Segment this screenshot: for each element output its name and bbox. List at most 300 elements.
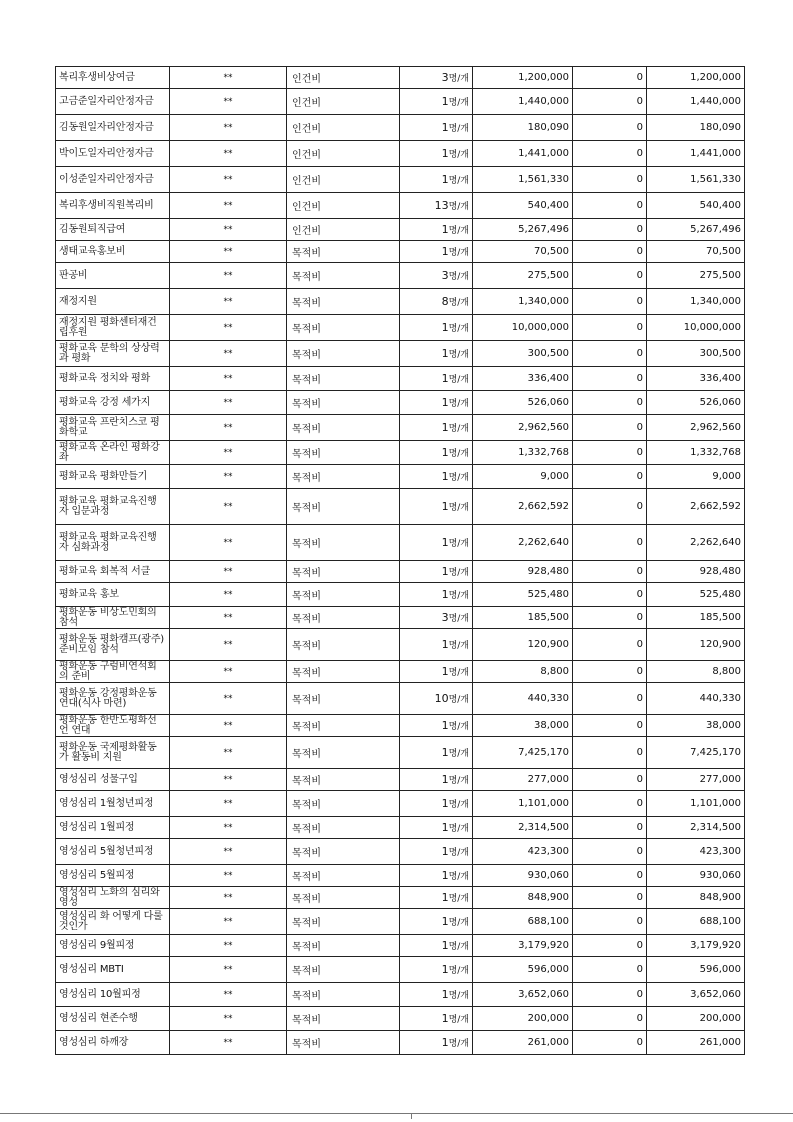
qty-unit: 명/개: [448, 248, 469, 258]
qty-number: 1: [441, 372, 449, 385]
table-row: [56, 935, 745, 957]
row-other-cell: 0: [573, 367, 647, 391]
row-code-cell: **: [170, 817, 287, 839]
qty-number: 1: [441, 869, 449, 882]
row-code-cell: **: [170, 415, 287, 441]
qty-unit: 명/개: [448, 375, 469, 385]
row-amount-cell: 1,332,768: [473, 441, 573, 465]
row-other-cell: 0: [573, 817, 647, 839]
table-row: [56, 769, 745, 791]
qty-number: 10: [434, 692, 449, 705]
row-code-cell: **: [170, 89, 287, 115]
qty-number: 1: [441, 223, 449, 236]
row-other-cell: 0: [573, 865, 647, 887]
qty-unit: 명/개: [448, 98, 469, 108]
row-qty-cell: [400, 391, 473, 415]
row-amount-cell: 200,000: [473, 1007, 573, 1031]
row-type-cell: 목적비: [287, 817, 400, 839]
qty-unit: 명/개: [448, 848, 469, 858]
qty-number: 1: [441, 245, 449, 258]
row-code-cell: **: [170, 983, 287, 1007]
qty-number: 1: [441, 773, 449, 786]
row-code-cell: **: [170, 583, 287, 607]
qty-number: 1: [441, 797, 449, 810]
table-row: [56, 465, 745, 489]
qty-number: 1: [441, 396, 449, 409]
qty-unit: 명/개: [448, 894, 469, 904]
row-name-cell: 박이도일자리안정자금: [56, 141, 170, 167]
row-type-cell: 목적비: [287, 983, 400, 1007]
row-total-cell: 2,962,560: [647, 415, 745, 441]
qty-number: 1: [441, 665, 449, 678]
row-name-cell: 평화교육 평화교육진행자 심화과정: [56, 525, 170, 561]
row-other-cell: 0: [573, 561, 647, 583]
qty-unit: 명/개: [448, 641, 469, 651]
row-name-cell: 영성심리 현존수행: [56, 1007, 170, 1031]
qty-unit: 명/개: [448, 473, 469, 483]
qty-unit: 명/개: [448, 539, 469, 549]
qty-number: 1: [441, 347, 449, 360]
row-other-cell: 0: [573, 289, 647, 315]
row-code-cell: **: [170, 561, 287, 583]
row-amount-cell: 540,400: [473, 193, 573, 219]
row-total-cell: 688,100: [647, 909, 745, 935]
qty-number: 3: [441, 71, 449, 84]
row-name-cell: 평화교육 프란치스코 평화학교: [56, 415, 170, 441]
row-code-cell: **: [170, 289, 287, 315]
row-other-cell: 0: [573, 315, 647, 341]
table-row: [56, 791, 745, 817]
row-type-cell: 목적비: [287, 1007, 400, 1031]
row-total-cell: 1,200,000: [647, 67, 745, 89]
row-name-cell: 생태교육홍보비: [56, 241, 170, 263]
row-name-cell: 재정지원 평화센터재건립후원: [56, 315, 170, 341]
row-total-cell: 526,060: [647, 391, 745, 415]
row-total-cell: 300,500: [647, 341, 745, 367]
row-name-cell: 평화교육 문학의 상상력과 평화: [56, 341, 170, 367]
row-other-cell: 0: [573, 737, 647, 769]
row-qty-cell: [400, 769, 473, 791]
row-amount-cell: 928,480: [473, 561, 573, 583]
row-name-cell: 영성심리 하깨장: [56, 1031, 170, 1055]
qty-number: 1: [441, 719, 449, 732]
row-name-cell: 평화교육 정치와 평화: [56, 367, 170, 391]
table-row: [56, 289, 745, 315]
expense-table: [55, 66, 745, 1055]
row-total-cell: 2,314,500: [647, 817, 745, 839]
row-type-cell: 목적비: [287, 715, 400, 737]
table-row: [56, 607, 745, 629]
row-code-cell: **: [170, 489, 287, 525]
row-other-cell: 0: [573, 661, 647, 683]
row-type-cell: 인건비: [287, 193, 400, 219]
row-qty-cell: [400, 289, 473, 315]
qty-unit: 명/개: [448, 668, 469, 678]
row-code-cell: **: [170, 957, 287, 983]
row-name-cell: 평화교육 온라인 평화강좌: [56, 441, 170, 465]
row-name-cell: 복리후생비상여금: [56, 67, 170, 89]
table-row: [56, 489, 745, 525]
row-qty-cell: [400, 115, 473, 141]
qty-number: 1: [441, 588, 449, 601]
row-name-cell: 평화운동 평화캠프(광주)준비모임 참석: [56, 629, 170, 661]
row-qty-cell: [400, 315, 473, 341]
row-amount-cell: 70,500: [473, 241, 573, 263]
row-name-cell: 복리후생비직원복리비: [56, 193, 170, 219]
row-amount-cell: 1,561,330: [473, 167, 573, 193]
table-row: [56, 715, 745, 737]
row-name-cell: 영성심리 5월피정: [56, 865, 170, 887]
table-row: [56, 219, 745, 241]
table-row: [56, 1031, 745, 1055]
row-amount-cell: 1,101,000: [473, 791, 573, 817]
row-total-cell: 8,800: [647, 661, 745, 683]
row-type-cell: 목적비: [287, 415, 400, 441]
row-qty-cell: [400, 661, 473, 683]
row-type-cell: 목적비: [287, 769, 400, 791]
row-total-cell: 440,330: [647, 683, 745, 715]
row-code-cell: **: [170, 715, 287, 737]
page-bottom-rule: [0, 1113, 793, 1114]
qty-unit: 명/개: [448, 324, 469, 334]
row-qty-cell: [400, 415, 473, 441]
row-type-cell: 목적비: [287, 661, 400, 683]
table-row: [56, 839, 745, 865]
row-amount-cell: 9,000: [473, 465, 573, 489]
row-type-cell: 목적비: [287, 315, 400, 341]
qty-number: 1: [441, 891, 449, 904]
row-code-cell: **: [170, 1031, 287, 1055]
row-qty-cell: [400, 791, 473, 817]
table-row: [56, 661, 745, 683]
row-qty-cell: [400, 167, 473, 193]
row-total-cell: 185,500: [647, 607, 745, 629]
row-total-cell: 1,101,000: [647, 791, 745, 817]
row-name-cell: 영성심리 1월피정: [56, 817, 170, 839]
row-other-cell: 0: [573, 167, 647, 193]
row-total-cell: 928,480: [647, 561, 745, 583]
table-row: [56, 193, 745, 219]
row-qty-cell: [400, 561, 473, 583]
row-total-cell: 275,500: [647, 263, 745, 289]
row-type-cell: 목적비: [287, 263, 400, 289]
qty-number: 1: [441, 446, 449, 459]
row-qty-cell: [400, 629, 473, 661]
row-name-cell: 평화교육 홍보: [56, 583, 170, 607]
row-code-cell: **: [170, 241, 287, 263]
qty-number: 1: [441, 915, 449, 928]
row-total-cell: 848,900: [647, 887, 745, 909]
row-code-cell: **: [170, 791, 287, 817]
row-qty-cell: [400, 583, 473, 607]
row-qty-cell: [400, 89, 473, 115]
row-qty-cell: [400, 1007, 473, 1031]
row-other-cell: 0: [573, 391, 647, 415]
row-total-cell: 10,000,000: [647, 315, 745, 341]
row-type-cell: 목적비: [287, 583, 400, 607]
table-row: [56, 957, 745, 983]
row-qty-cell: [400, 887, 473, 909]
row-amount-cell: 525,480: [473, 583, 573, 607]
row-amount-cell: 5,267,496: [473, 219, 573, 241]
row-amount-cell: 275,500: [473, 263, 573, 289]
row-name-cell: 평화교육 회복적 서클: [56, 561, 170, 583]
row-qty-cell: [400, 683, 473, 715]
qty-number: 1: [441, 963, 449, 976]
row-type-cell: 목적비: [287, 1031, 400, 1055]
row-total-cell: 277,000: [647, 769, 745, 791]
row-code-cell: **: [170, 341, 287, 367]
table-row: [56, 561, 745, 583]
row-code-cell: **: [170, 737, 287, 769]
row-other-cell: 0: [573, 489, 647, 525]
row-total-cell: 3,652,060: [647, 983, 745, 1007]
row-other-cell: 0: [573, 67, 647, 89]
row-type-cell: 목적비: [287, 561, 400, 583]
row-total-cell: 3,179,920: [647, 935, 745, 957]
table-row: [56, 583, 745, 607]
qty-unit: 명/개: [448, 1039, 469, 1049]
row-type-cell: 목적비: [287, 791, 400, 817]
qty-number: 1: [441, 321, 449, 334]
row-name-cell: 평화운동 국제평화활동가 활동비 지원: [56, 737, 170, 769]
row-code-cell: **: [170, 315, 287, 341]
row-amount-cell: 2,314,500: [473, 817, 573, 839]
row-qty-cell: [400, 465, 473, 489]
row-other-cell: 0: [573, 89, 647, 115]
row-name-cell: 평화교육 강정 세가지: [56, 391, 170, 415]
row-type-cell: 목적비: [287, 489, 400, 525]
qty-number: 1: [441, 939, 449, 952]
row-total-cell: 1,440,000: [647, 89, 745, 115]
row-name-cell: 영성심리 성물구입: [56, 769, 170, 791]
page-bottom-tick: [411, 1113, 412, 1119]
row-total-cell: 261,000: [647, 1031, 745, 1055]
row-name-cell: 재정지원: [56, 289, 170, 315]
row-code-cell: **: [170, 769, 287, 791]
qty-unit: 명/개: [448, 150, 469, 160]
row-other-cell: 0: [573, 1031, 647, 1055]
qty-unit: 명/개: [448, 272, 469, 282]
qty-unit: 명/개: [448, 966, 469, 976]
row-amount-cell: 930,060: [473, 865, 573, 887]
row-total-cell: 2,262,640: [647, 525, 745, 561]
table-row: [56, 367, 745, 391]
qty-number: 1: [441, 1036, 449, 1049]
row-code-cell: **: [170, 887, 287, 909]
qty-unit: 명/개: [448, 776, 469, 786]
table-row: [56, 315, 745, 341]
row-type-cell: 목적비: [287, 391, 400, 415]
row-amount-cell: 277,000: [473, 769, 573, 791]
row-total-cell: 200,000: [647, 1007, 745, 1031]
row-code-cell: **: [170, 935, 287, 957]
row-total-cell: 1,340,000: [647, 289, 745, 315]
table-row: [56, 89, 745, 115]
table-row: [56, 1007, 745, 1031]
row-qty-cell: [400, 341, 473, 367]
row-other-cell: 0: [573, 909, 647, 935]
row-type-cell: 목적비: [287, 441, 400, 465]
row-other-cell: 0: [573, 629, 647, 661]
row-amount-cell: 1,440,000: [473, 89, 573, 115]
row-qty-cell: [400, 67, 473, 89]
row-name-cell: 평화운동 구럼비연석회의 준비: [56, 661, 170, 683]
qty-number: 1: [441, 500, 449, 513]
row-amount-cell: 1,441,000: [473, 141, 573, 167]
qty-number: 1: [441, 95, 449, 108]
row-total-cell: 525,480: [647, 583, 745, 607]
row-code-cell: **: [170, 661, 287, 683]
row-total-cell: 1,332,768: [647, 441, 745, 465]
row-total-cell: 930,060: [647, 865, 745, 887]
row-qty-cell: [400, 839, 473, 865]
qty-unit: 명/개: [448, 124, 469, 134]
row-amount-cell: 8,800: [473, 661, 573, 683]
row-code-cell: **: [170, 629, 287, 661]
row-other-cell: 0: [573, 263, 647, 289]
row-amount-cell: 848,900: [473, 887, 573, 909]
table-row: [56, 909, 745, 935]
row-type-cell: 목적비: [287, 289, 400, 315]
qty-unit: 명/개: [448, 722, 469, 732]
qty-number: 1: [441, 421, 449, 434]
qty-unit: 명/개: [448, 824, 469, 834]
expense-sheet: [55, 66, 744, 1055]
row-total-cell: 180,090: [647, 115, 745, 141]
table-row: [56, 167, 745, 193]
row-type-cell: 목적비: [287, 887, 400, 909]
qty-unit: 명/개: [448, 176, 469, 186]
row-type-cell: 목적비: [287, 957, 400, 983]
row-code-cell: **: [170, 263, 287, 289]
qty-unit: 명/개: [448, 942, 469, 952]
qty-number: 1: [441, 470, 449, 483]
table-row: [56, 415, 745, 441]
table-row: [56, 817, 745, 839]
table-row: [56, 887, 745, 909]
row-qty-cell: [400, 489, 473, 525]
row-type-cell: 목적비: [287, 683, 400, 715]
qty-unit: 명/개: [448, 918, 469, 928]
row-qty-cell: [400, 607, 473, 629]
row-amount-cell: 261,000: [473, 1031, 573, 1055]
table-row: [56, 441, 745, 465]
row-type-cell: 목적비: [287, 909, 400, 935]
row-total-cell: 596,000: [647, 957, 745, 983]
row-other-cell: 0: [573, 583, 647, 607]
qty-unit: 명/개: [448, 591, 469, 601]
row-type-cell: 목적비: [287, 629, 400, 661]
qty-number: 1: [441, 845, 449, 858]
row-amount-cell: 1,340,000: [473, 289, 573, 315]
row-qty-cell: [400, 263, 473, 289]
row-code-cell: **: [170, 465, 287, 489]
row-type-cell: 목적비: [287, 341, 400, 367]
row-total-cell: 120,900: [647, 629, 745, 661]
qty-number: 1: [441, 1012, 449, 1025]
table-row: [56, 737, 745, 769]
row-type-cell: 인건비: [287, 167, 400, 193]
row-other-cell: 0: [573, 415, 647, 441]
row-total-cell: 9,000: [647, 465, 745, 489]
row-other-cell: 0: [573, 241, 647, 263]
row-other-cell: 0: [573, 935, 647, 957]
qty-number: 13: [434, 199, 449, 212]
row-other-cell: 0: [573, 983, 647, 1007]
qty-number: 1: [441, 821, 449, 834]
qty-unit: 명/개: [448, 872, 469, 882]
row-code-cell: **: [170, 67, 287, 89]
qty-unit: 명/개: [448, 298, 469, 308]
row-name-cell: 이성준일자리안정자금: [56, 167, 170, 193]
row-code-cell: **: [170, 367, 287, 391]
row-code-cell: **: [170, 525, 287, 561]
qty-unit: 명/개: [448, 449, 469, 459]
qty-unit: 명/개: [448, 503, 469, 513]
row-qty-cell: [400, 817, 473, 839]
qty-number: 1: [441, 746, 449, 759]
qty-unit: 명/개: [448, 74, 469, 84]
row-type-cell: 인건비: [287, 89, 400, 115]
qty-unit: 명/개: [448, 991, 469, 1001]
row-amount-cell: 440,330: [473, 683, 573, 715]
row-amount-cell: 3,179,920: [473, 935, 573, 957]
row-type-cell: 목적비: [287, 865, 400, 887]
row-amount-cell: 2,662,592: [473, 489, 573, 525]
qty-number: 8: [441, 295, 449, 308]
row-type-cell: 목적비: [287, 465, 400, 489]
row-name-cell: 영성심리 10월피정: [56, 983, 170, 1007]
table-row: [56, 241, 745, 263]
row-type-cell: 인건비: [287, 141, 400, 167]
qty-unit: 명/개: [448, 1015, 469, 1025]
row-code-cell: **: [170, 607, 287, 629]
row-type-cell: 목적비: [287, 607, 400, 629]
row-amount-cell: 2,962,560: [473, 415, 573, 441]
row-amount-cell: 10,000,000: [473, 315, 573, 341]
row-name-cell: 평화교육 평화만들기: [56, 465, 170, 489]
row-amount-cell: 1,200,000: [473, 67, 573, 89]
row-qty-cell: [400, 957, 473, 983]
row-code-cell: **: [170, 219, 287, 241]
row-qty-cell: [400, 441, 473, 465]
qty-unit: 명/개: [448, 614, 469, 624]
table-row: [56, 341, 745, 367]
row-type-cell: 목적비: [287, 935, 400, 957]
row-name-cell: 영성심리 노화의 심리와 영성: [56, 887, 170, 909]
row-code-cell: **: [170, 683, 287, 715]
table-row: [56, 683, 745, 715]
row-type-cell: 목적비: [287, 241, 400, 263]
row-qty-cell: [400, 737, 473, 769]
row-total-cell: 1,561,330: [647, 167, 745, 193]
table-row: [56, 67, 745, 89]
row-other-cell: 0: [573, 341, 647, 367]
row-amount-cell: 526,060: [473, 391, 573, 415]
row-name-cell: 영성심리 화 어떻게 다룰 것인가: [56, 909, 170, 935]
row-code-cell: **: [170, 141, 287, 167]
row-other-cell: 0: [573, 887, 647, 909]
qty-unit: 명/개: [448, 749, 469, 759]
row-qty-cell: [400, 525, 473, 561]
row-qty-cell: [400, 909, 473, 935]
row-name-cell: 영성심리 1월청년피정: [56, 791, 170, 817]
row-name-cell: 평화운동 한반도평화선언 연대: [56, 715, 170, 737]
row-total-cell: 7,425,170: [647, 737, 745, 769]
row-other-cell: 0: [573, 1007, 647, 1031]
row-other-cell: 0: [573, 957, 647, 983]
